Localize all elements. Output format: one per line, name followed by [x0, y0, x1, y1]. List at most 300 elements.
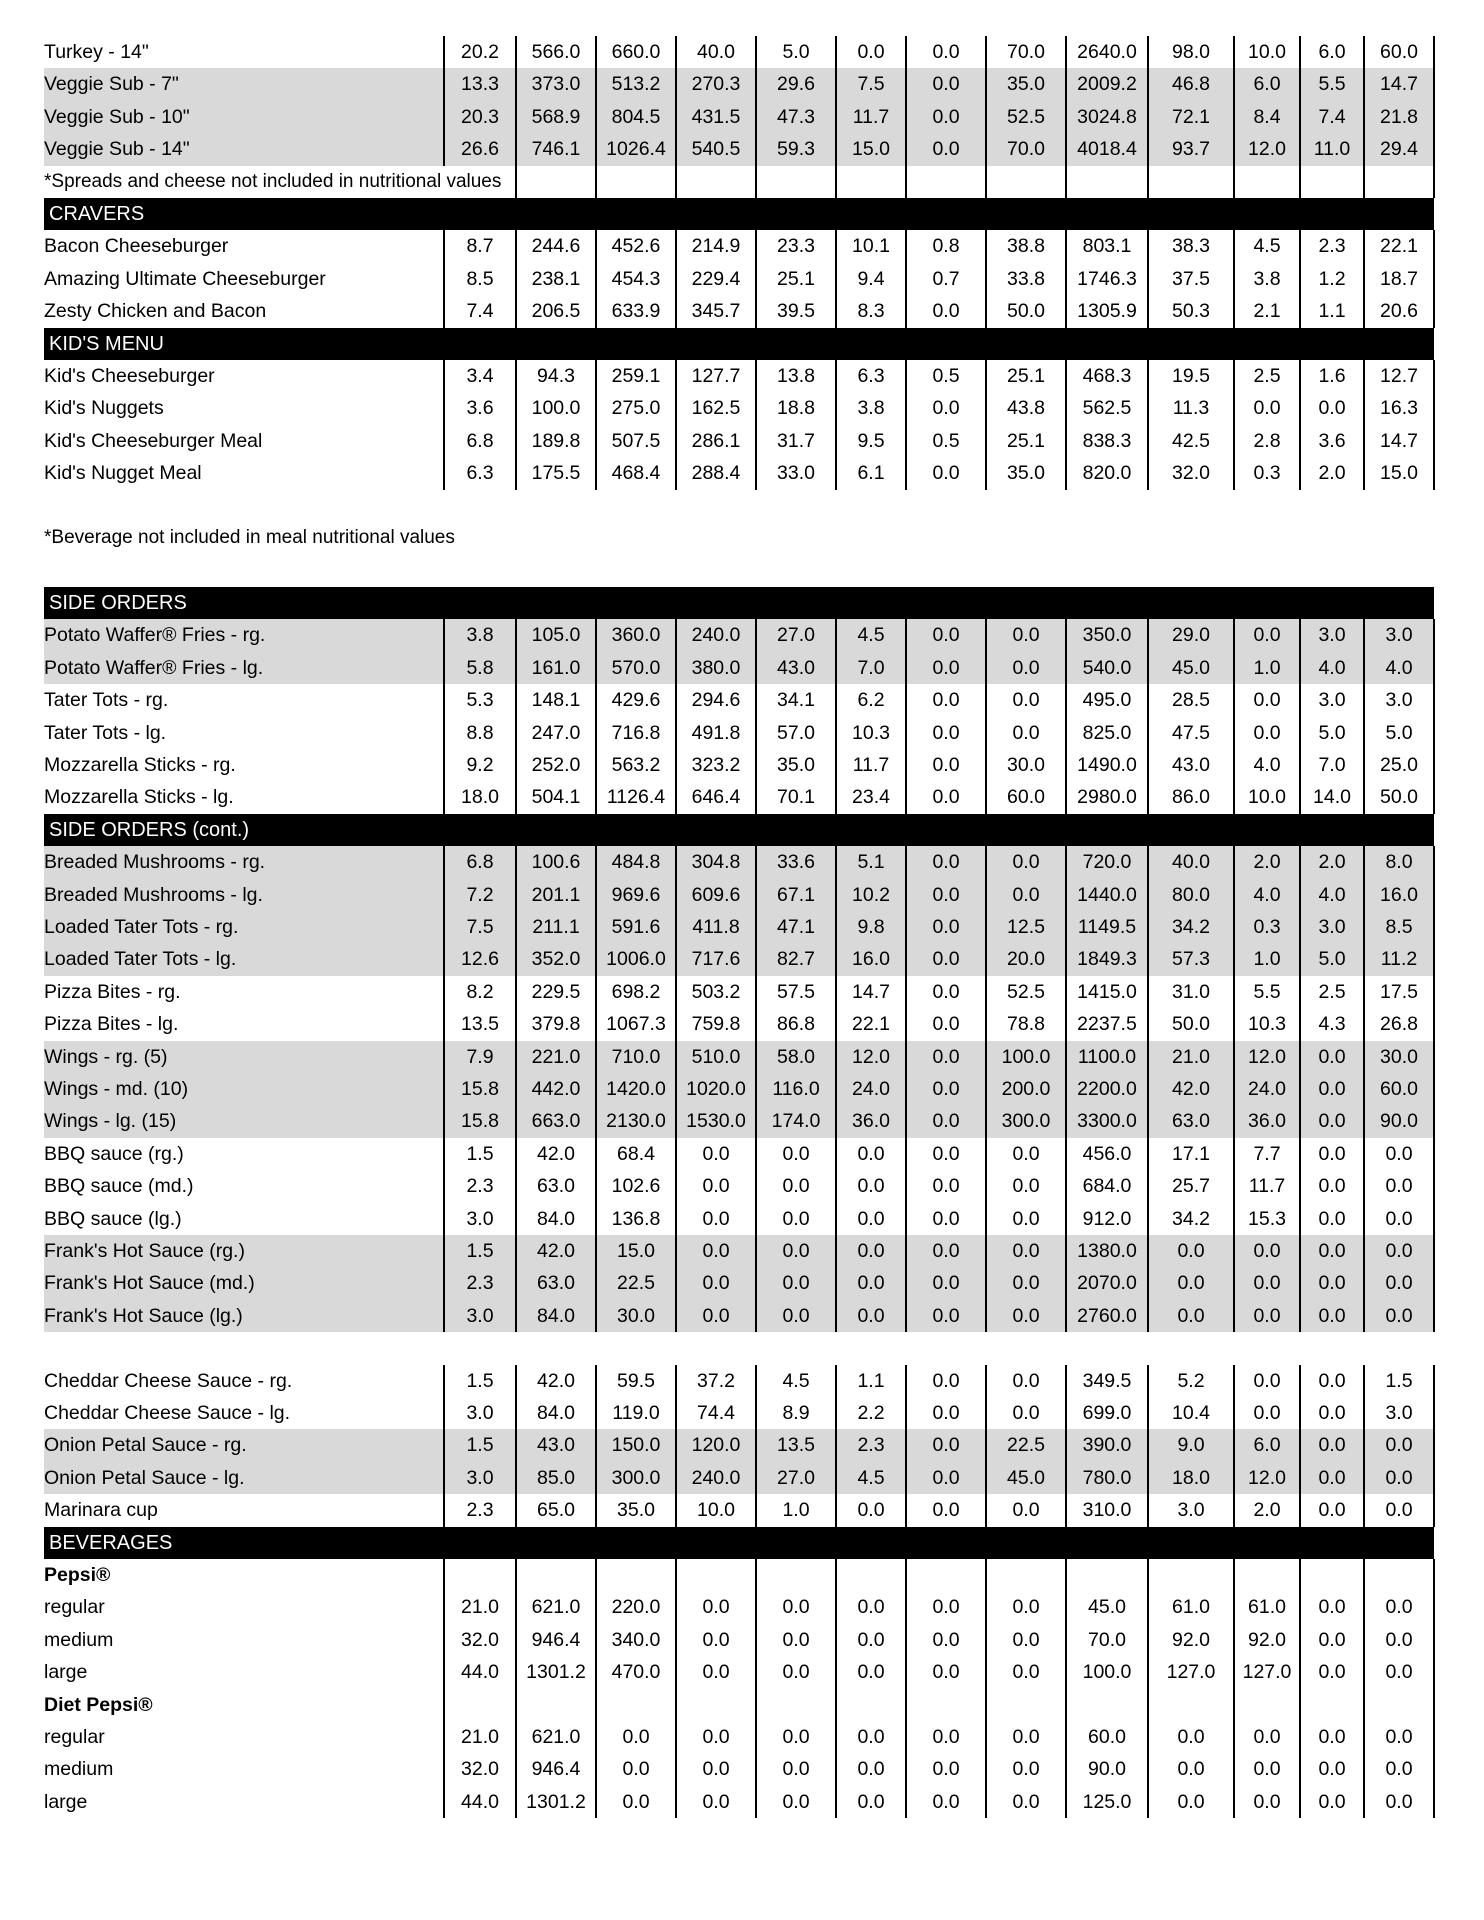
- nutrient-value: 3.0: [1300, 619, 1364, 651]
- nutrient-value: 0.0: [836, 1721, 906, 1753]
- subheading-row: [44, 1559, 1434, 1591]
- nutrient-value: 0.0: [1364, 1786, 1434, 1818]
- nutrient-value: 0.0: [986, 879, 1066, 911]
- nutrient-value: 14.7: [1364, 425, 1434, 457]
- item-name: regular: [44, 1591, 444, 1623]
- nutrient-value: 698.2: [596, 976, 676, 1008]
- nutrient-value: 4.0: [1234, 749, 1300, 781]
- item-name: regular: [44, 1721, 444, 1753]
- nutrient-value: 0.0: [986, 1170, 1066, 1202]
- nutrient-value: 0.8: [906, 230, 986, 262]
- nutrient-value: 35.0: [596, 1494, 676, 1526]
- nutrient-value: 540.5: [676, 133, 756, 165]
- nutrient-value: 105.0: [516, 619, 596, 651]
- nutrient-value: 2.5: [1234, 360, 1300, 392]
- nutrient-value: 0.0: [1300, 1656, 1364, 1688]
- nutrient-value: 0.0: [1148, 1267, 1234, 1299]
- nutrient-value: 43.0: [1148, 749, 1234, 781]
- nutrient-value: 6.3: [836, 360, 906, 392]
- nutrient-value: 14.0: [1300, 781, 1364, 813]
- nutrient-value: 0.0: [1300, 1300, 1364, 1332]
- nutrient-value: 31.0: [1148, 976, 1234, 1008]
- table-row: [44, 1138, 1434, 1170]
- item-name: Wings - rg. (5): [44, 1041, 444, 1073]
- nutrient-value: 6.0: [1234, 1429, 1300, 1461]
- nutrient-value: 0.0: [986, 1235, 1066, 1267]
- nutrient-value: 759.8: [676, 1008, 756, 1040]
- nutrient-value: 7.0: [836, 652, 906, 684]
- nutrient-value: 67.1: [756, 879, 836, 911]
- table-row: [44, 749, 1434, 781]
- nutrient-value: 2009.2: [1066, 68, 1148, 100]
- nutrient-value: 34.2: [1148, 911, 1234, 943]
- nutrient-value: 12.0: [1234, 1462, 1300, 1494]
- nutrient-value: 0.0: [596, 1753, 676, 1785]
- nutrient-value: 304.8: [676, 846, 756, 878]
- nutrient-value: 0.3: [1234, 911, 1300, 943]
- nutrient-value: 7.0: [1300, 749, 1364, 781]
- nutrient-value: 8.9: [756, 1397, 836, 1429]
- nutrient-value: 411.8: [676, 911, 756, 943]
- nutrient-value: 0.0: [836, 1786, 906, 1818]
- nutrient-value: 660.0: [596, 36, 676, 68]
- nutrient-value: 0.0: [756, 1203, 836, 1235]
- nutrient-value: 57.5: [756, 976, 836, 1008]
- nutrient-value: 323.2: [676, 749, 756, 781]
- nutrient-value: 609.6: [676, 879, 756, 911]
- nutrient-value: 74.4: [676, 1397, 756, 1429]
- nutrient-value: 0.0: [906, 1429, 986, 1461]
- nutrient-value: 100.0: [986, 1041, 1066, 1073]
- table-row: [44, 1591, 1434, 1623]
- nutrient-value: 38.3: [1148, 230, 1234, 262]
- nutrient-value: 2.3: [836, 1429, 906, 1461]
- nutrient-value: 0.0: [1364, 1656, 1434, 1688]
- nutrient-value: 42.5: [1148, 425, 1234, 457]
- nutrient-value: 286.1: [676, 425, 756, 457]
- nutrient-value: 0.5: [906, 360, 986, 392]
- nutrient-value: 1746.3: [1066, 263, 1148, 295]
- nutrient-value: 803.1: [1066, 230, 1148, 262]
- nutrient-value: 247.0: [516, 717, 596, 749]
- empty-cell: [836, 1559, 906, 1591]
- nutrient-value: 825.0: [1066, 717, 1148, 749]
- nutrient-value: 1.0: [756, 1494, 836, 1526]
- section-header: [44, 814, 1434, 846]
- nutrient-value: 50.3: [1148, 295, 1234, 327]
- nutrient-value: 12.6: [444, 943, 516, 975]
- table-row: [44, 879, 1434, 911]
- nutrient-value: 8.7: [444, 230, 516, 262]
- nutrient-value: 3.0: [1300, 911, 1364, 943]
- nutrient-value: 0.0: [906, 1786, 986, 1818]
- nutrient-value: 22.1: [1364, 230, 1434, 262]
- nutrient-value: 59.5: [596, 1365, 676, 1397]
- nutrient-value: 5.0: [1300, 717, 1364, 749]
- nutrient-value: 0.0: [986, 1753, 1066, 1785]
- empty-cell: [676, 1689, 756, 1721]
- subheading: Pepsi®: [44, 1559, 444, 1591]
- spacer: [44, 1332, 1434, 1364]
- nutrient-value: 510.0: [676, 1041, 756, 1073]
- nutrient-value: 161.0: [516, 652, 596, 684]
- nutrient-value: 5.8: [444, 652, 516, 684]
- nutrient-value: 15.0: [1364, 457, 1434, 489]
- nutrient-value: 0.0: [1234, 1397, 1300, 1429]
- item-name: Mozzarella Sticks - lg.: [44, 781, 444, 813]
- nutrient-value: 0.0: [906, 879, 986, 911]
- nutrient-value: 9.2: [444, 749, 516, 781]
- table-row: [44, 717, 1434, 749]
- item-name: Cheddar Cheese Sauce - rg.: [44, 1365, 444, 1397]
- nutrient-value: 2.5: [1300, 976, 1364, 1008]
- item-name: Zesty Chicken and Bacon: [44, 295, 444, 327]
- nutrient-value: 484.8: [596, 846, 676, 878]
- empty-cell: [1300, 1559, 1364, 1591]
- nutrient-value: 42.0: [1148, 1073, 1234, 1105]
- empty-cell: [516, 1689, 596, 1721]
- nutrient-value: 26.6: [444, 133, 516, 165]
- empty-cell: [906, 166, 986, 198]
- nutrient-value: 380.0: [676, 652, 756, 684]
- nutrient-value: 7.7: [1234, 1138, 1300, 1170]
- item-name: Frank's Hot Sauce (lg.): [44, 1300, 444, 1332]
- nutrient-value: 0.0: [906, 1267, 986, 1299]
- nutrient-value: 52.5: [986, 976, 1066, 1008]
- nutrient-value: 47.1: [756, 911, 836, 943]
- nutrient-value: 2.3: [444, 1267, 516, 1299]
- item-name: Loaded Tater Tots - lg.: [44, 943, 444, 975]
- section-title: BEVERAGES: [44, 1527, 1434, 1559]
- nutrient-value: 0.0: [676, 1235, 756, 1267]
- nutrient-value: 969.6: [596, 879, 676, 911]
- item-name: BBQ sauce (lg.): [44, 1203, 444, 1235]
- nutrient-value: 25.1: [986, 360, 1066, 392]
- nutrient-value: 5.0: [756, 36, 836, 68]
- nutrient-value: 60.0: [1364, 36, 1434, 68]
- nutrient-value: 0.0: [1148, 1753, 1234, 1785]
- nutrient-value: 100.6: [516, 846, 596, 878]
- nutrient-value: 1380.0: [1066, 1235, 1148, 1267]
- table-row: [44, 1170, 1434, 1202]
- nutrient-value: 5.0: [1364, 717, 1434, 749]
- section-header: [44, 328, 1434, 360]
- table-row: [44, 1753, 1434, 1785]
- table-row: [44, 1494, 1434, 1526]
- nutrient-value: 0.0: [1300, 1203, 1364, 1235]
- nutrient-value: 0.0: [906, 392, 986, 424]
- empty-cell: [1300, 166, 1364, 198]
- table-row: [44, 1462, 1434, 1494]
- nutrient-value: 0.0: [836, 1138, 906, 1170]
- nutrient-value: 4.5: [1234, 230, 1300, 262]
- table-row: [44, 1365, 1434, 1397]
- nutrient-value: 8.5: [1364, 911, 1434, 943]
- nutrient-value: 47.3: [756, 101, 836, 133]
- nutrient-value: 0.0: [1364, 1462, 1434, 1494]
- nutrient-value: 3.6: [1300, 425, 1364, 457]
- nutrient-value: 70.1: [756, 781, 836, 813]
- nutrient-value: 6.1: [836, 457, 906, 489]
- nutrient-value: 0.0: [836, 1591, 906, 1623]
- nutrient-value: 20.0: [986, 943, 1066, 975]
- nutrient-value: 127.0: [1234, 1656, 1300, 1688]
- nutrient-value: 45.0: [1066, 1591, 1148, 1623]
- nutrient-value: 32.0: [1148, 457, 1234, 489]
- nutrient-value: 0.0: [1300, 1365, 1364, 1397]
- nutrient-value: 40.0: [676, 36, 756, 68]
- item-name: medium: [44, 1624, 444, 1656]
- empty-cell: [596, 1689, 676, 1721]
- nutrient-value: 27.0: [756, 1462, 836, 1494]
- table-row: [44, 1721, 1434, 1753]
- nutrient-value: 0.0: [986, 717, 1066, 749]
- nutrient-value: 0.0: [906, 1008, 986, 1040]
- empty-cell: [1066, 1689, 1148, 1721]
- item-name: Marinara cup: [44, 1494, 444, 1526]
- nutrient-value: 4.5: [756, 1365, 836, 1397]
- nutrient-value: 34.1: [756, 684, 836, 716]
- item-name: Loaded Tater Tots - rg.: [44, 911, 444, 943]
- section-title: CRAVERS: [44, 198, 1434, 230]
- nutrient-value: 0.0: [906, 457, 986, 489]
- nutrient-value: 1.6: [1300, 360, 1364, 392]
- table-row: [44, 425, 1434, 457]
- nutrient-value: 12.7: [1364, 360, 1434, 392]
- item-name: Kid's Cheeseburger: [44, 360, 444, 392]
- nutrient-value: 491.8: [676, 717, 756, 749]
- nutrient-value: 33.6: [756, 846, 836, 878]
- nutrient-value: 710.0: [596, 1041, 676, 1073]
- nutrient-value: 86.0: [1148, 781, 1234, 813]
- table-row: [44, 943, 1434, 975]
- table-row: [44, 781, 1434, 813]
- nutrient-value: 0.0: [906, 1624, 986, 1656]
- nutrient-value: 6.2: [836, 684, 906, 716]
- table-row: [44, 1786, 1434, 1818]
- nutrient-value: 11.7: [1234, 1170, 1300, 1202]
- item-name: Tater Tots - lg.: [44, 717, 444, 749]
- empty-cell: [596, 1559, 676, 1591]
- nutrient-value: 221.0: [516, 1041, 596, 1073]
- nutrient-value: 0.0: [676, 1624, 756, 1656]
- nutrient-value: 946.4: [516, 1753, 596, 1785]
- nutrient-value: 30.0: [986, 749, 1066, 781]
- free-note-row: [44, 522, 1434, 554]
- nutrient-value: 3.0: [1300, 684, 1364, 716]
- nutrient-value: 1.5: [444, 1429, 516, 1461]
- nutrient-value: 92.0: [1148, 1624, 1234, 1656]
- nutrient-value: 0.0: [1364, 1138, 1434, 1170]
- table-row: [44, 1008, 1434, 1040]
- nutrient-value: 8.4: [1234, 101, 1300, 133]
- nutrient-value: 0.0: [756, 1656, 836, 1688]
- nutrient-value: 5.0: [1300, 943, 1364, 975]
- nutrient-value: 36.0: [836, 1105, 906, 1137]
- nutrient-value: 0.0: [756, 1235, 836, 1267]
- nutrient-value: 4.0: [1234, 879, 1300, 911]
- nutrient-value: 2237.5: [1066, 1008, 1148, 1040]
- nutrient-value: 44.0: [444, 1786, 516, 1818]
- nutrient-value: 15.8: [444, 1105, 516, 1137]
- nutrient-value: 16.0: [836, 943, 906, 975]
- nutrient-value: 0.0: [986, 1203, 1066, 1235]
- nutrient-value: 98.0: [1148, 36, 1234, 68]
- empty-cell: [444, 1689, 516, 1721]
- nutrient-value: 229.4: [676, 263, 756, 295]
- nutrient-value: 175.5: [516, 457, 596, 489]
- nutrient-value: 2760.0: [1066, 1300, 1148, 1332]
- spacer-row: [44, 490, 1434, 522]
- nutrient-value: 3.0: [444, 1462, 516, 1494]
- nutrient-value: 0.0: [986, 1365, 1066, 1397]
- nutrient-value: 40.0: [1148, 846, 1234, 878]
- nutrient-value: 720.0: [1066, 846, 1148, 878]
- nutrient-value: 0.0: [986, 1397, 1066, 1429]
- nutrient-value: 8.5: [444, 263, 516, 295]
- nutrient-value: 0.0: [836, 1235, 906, 1267]
- table-row: [44, 1624, 1434, 1656]
- nutrient-value: 39.5: [756, 295, 836, 327]
- nutrient-value: 454.3: [596, 263, 676, 295]
- nutrient-value: 90.0: [1364, 1105, 1434, 1137]
- nutrient-value: 259.1: [596, 360, 676, 392]
- nutrient-value: 5.1: [836, 846, 906, 878]
- nutrient-value: 0.0: [906, 717, 986, 749]
- nutrient-value: 0.0: [906, 1300, 986, 1332]
- nutrient-value: 452.6: [596, 230, 676, 262]
- nutrient-value: 0.0: [1364, 1300, 1434, 1332]
- empty-cell: [1148, 1689, 1234, 1721]
- nutrient-value: 57.0: [756, 717, 836, 749]
- nutrient-value: 20.3: [444, 101, 516, 133]
- nutrient-value: 5.3: [444, 684, 516, 716]
- nutrient-value: 946.4: [516, 1624, 596, 1656]
- nutrient-value: 12.0: [1234, 1041, 1300, 1073]
- nutrient-value: 0.0: [1300, 1786, 1364, 1818]
- table-row: [44, 101, 1434, 133]
- nutrient-value: 52.5: [986, 101, 1066, 133]
- nutrient-value: 18.0: [444, 781, 516, 813]
- item-name: Pizza Bites - lg.: [44, 1008, 444, 1040]
- nutrient-value: 0.0: [596, 1721, 676, 1753]
- nutrient-value: 591.6: [596, 911, 676, 943]
- nutrient-value: 0.0: [986, 1267, 1066, 1299]
- nutrient-value: 32.0: [444, 1753, 516, 1785]
- spacer-row: [44, 554, 1434, 586]
- nutrient-value: 244.6: [516, 230, 596, 262]
- nutrient-value: 0.0: [756, 1170, 836, 1202]
- nutrient-value: 1490.0: [1066, 749, 1148, 781]
- nutrient-value: 0.0: [906, 1656, 986, 1688]
- nutrient-value: 1100.0: [1066, 1041, 1148, 1073]
- nutrient-value: 200.0: [986, 1073, 1066, 1105]
- nutrient-value: 503.2: [676, 976, 756, 1008]
- nutrient-value: 570.0: [596, 652, 676, 684]
- table-row: [44, 1105, 1434, 1137]
- nutrient-value: 45.0: [1148, 652, 1234, 684]
- nutrient-value: 0.0: [986, 1494, 1066, 1526]
- item-name: Turkey - 14": [44, 36, 444, 68]
- table-row: [44, 1656, 1434, 1688]
- item-name: Veggie Sub - 10": [44, 101, 444, 133]
- nutrient-value: 0.0: [1300, 1429, 1364, 1461]
- nutrient-value: 352.0: [516, 943, 596, 975]
- nutrient-value: 45.0: [986, 1462, 1066, 1494]
- empty-cell: [906, 1689, 986, 1721]
- nutrient-value: 201.1: [516, 879, 596, 911]
- nutrient-value: 38.8: [986, 230, 1066, 262]
- nutrient-value: 10.4: [1148, 1397, 1234, 1429]
- nutrient-value: 65.0: [516, 1494, 596, 1526]
- nutrient-value: 12.5: [986, 911, 1066, 943]
- section-header: [44, 1527, 1434, 1559]
- nutrient-value: 0.0: [906, 781, 986, 813]
- nutrient-value: 5.5: [1300, 68, 1364, 100]
- nutrient-value: 0.0: [906, 1753, 986, 1785]
- nutrient-value: 431.5: [676, 101, 756, 133]
- nutrient-value: 0.0: [676, 1267, 756, 1299]
- nutrient-value: 0.0: [1364, 1753, 1434, 1785]
- subheading: Diet Pepsi®: [44, 1689, 444, 1721]
- empty-cell: [1066, 1559, 1148, 1591]
- nutrient-value: 0.0: [1234, 1753, 1300, 1785]
- item-name: Potato Waffer® Fries - lg.: [44, 652, 444, 684]
- nutrient-value: 18.0: [1148, 1462, 1234, 1494]
- nutrient-value: 0.0: [676, 1721, 756, 1753]
- nutrient-value: 25.7: [1148, 1170, 1234, 1202]
- nutrient-value: 300.0: [986, 1105, 1066, 1137]
- nutrient-value: 4.0: [1300, 652, 1364, 684]
- item-name: Veggie Sub - 14": [44, 133, 444, 165]
- nutrient-value: 70.0: [1066, 1624, 1148, 1656]
- nutrient-value: 58.0: [756, 1041, 836, 1073]
- nutrient-value: 7.4: [444, 295, 516, 327]
- nutrient-value: 0.0: [986, 1138, 1066, 1170]
- nutrition-table-body: [44, 36, 1434, 1818]
- nutrient-value: 11.3: [1148, 392, 1234, 424]
- nutrient-value: 7.5: [836, 68, 906, 100]
- nutrient-value: 0.0: [1234, 1300, 1300, 1332]
- nutrient-value: 4.0: [1300, 879, 1364, 911]
- nutrient-value: 0.0: [1300, 1138, 1364, 1170]
- nutrient-value: 10.2: [836, 879, 906, 911]
- spacer: [44, 490, 1434, 522]
- nutrient-value: 57.3: [1148, 943, 1234, 975]
- nutrient-value: 0.0: [1234, 1721, 1300, 1753]
- nutrient-value: 0.0: [836, 36, 906, 68]
- nutrient-value: 804.5: [596, 101, 676, 133]
- empty-cell: [1234, 166, 1300, 198]
- nutrient-value: 0.0: [1234, 717, 1300, 749]
- table-row: [44, 976, 1434, 1008]
- nutrient-value: 116.0: [756, 1073, 836, 1105]
- nutrient-value: 562.5: [1066, 392, 1148, 424]
- item-name: Breaded Mushrooms - rg.: [44, 846, 444, 878]
- nutrient-value: 390.0: [1066, 1429, 1148, 1461]
- nutrient-value: 63.0: [1148, 1105, 1234, 1137]
- nutrient-value: 63.0: [516, 1267, 596, 1299]
- nutrient-value: 0.0: [836, 1494, 906, 1526]
- nutrient-value: 0.0: [756, 1138, 836, 1170]
- nutrient-value: 0.0: [986, 1656, 1066, 1688]
- nutrient-value: 1849.3: [1066, 943, 1148, 975]
- nutrient-value: 6.3: [444, 457, 516, 489]
- nutrient-value: 429.6: [596, 684, 676, 716]
- nutrient-value: 0.0: [1148, 1235, 1234, 1267]
- nutrient-value: 0.0: [906, 1365, 986, 1397]
- nutrient-value: 0.0: [1364, 1203, 1434, 1235]
